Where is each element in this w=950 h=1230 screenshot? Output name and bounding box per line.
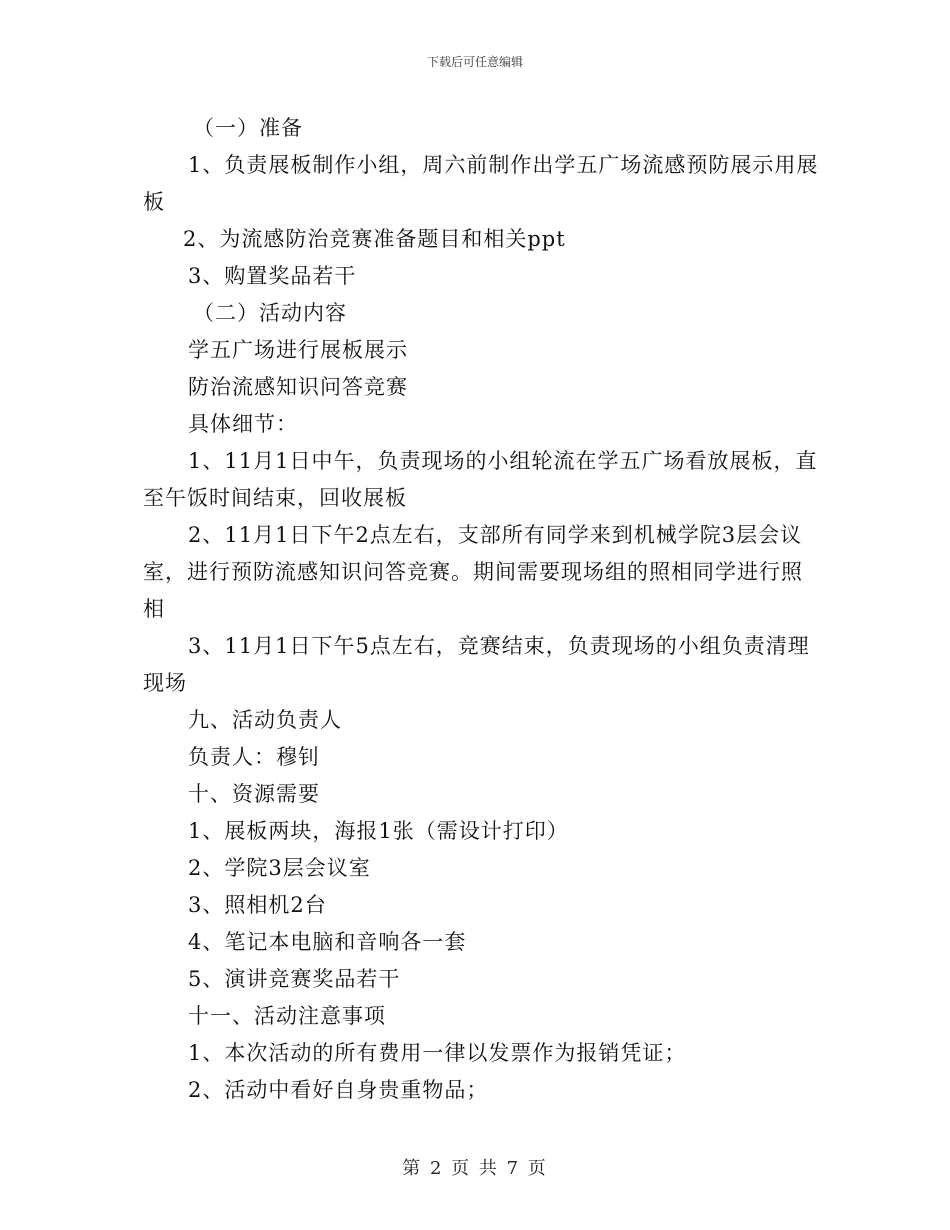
page-number-footer: 第 2 页 共 7 页	[402, 1158, 548, 1179]
paragraph-line: 3、11月1日下午5点左右，竞赛结束，负责现场的小组负责清理	[188, 634, 810, 658]
paragraph-line: 防治流感知识问答竞赛	[188, 375, 408, 399]
paragraph-line: 4、笔记本电脑和音响各一套	[188, 930, 467, 954]
paragraph-line: 1、展板两块，海报1张（需设计打印）	[188, 819, 569, 843]
paragraph-line: 1、11月1日中午，负责现场的小组轮流在学五广场看放展板，直	[188, 449, 818, 473]
paragraph-line: 现场	[143, 671, 187, 695]
paragraph-line: 室，进行预防流感知识问答竞赛。期间需要现场组的照相同学进行照	[143, 560, 803, 584]
paragraph-line: 负责人：穆钊	[188, 745, 320, 769]
paragraph-line: 1、本次活动的所有费用一律以发票作为报销凭证；	[188, 1041, 687, 1065]
paragraph-line: 至午饭时间结束，回收展板	[143, 486, 407, 510]
paragraph-line: 板	[143, 190, 165, 214]
paragraph-line: 2、活动中看好自身贵重物品；	[188, 1078, 489, 1102]
paragraph-line: 相	[143, 597, 165, 621]
paragraph-line: 2、为流感防治竞赛准备题目和相关ppt	[183, 227, 566, 251]
paragraph-line: 1、负责展板制作小组，周六前制作出学五广场流感预防展示用展	[188, 153, 819, 177]
section-heading-content: （二）活动内容	[193, 301, 347, 325]
page-header: 下载后可任意编辑	[426, 55, 523, 69]
section-heading-preparation: （一）准备	[193, 116, 303, 140]
paragraph-line: 学五广场进行展板展示	[188, 338, 408, 362]
paragraph-line: 3、照相机2台	[188, 893, 327, 917]
paragraph-line: 2、11月1日下午2点左右，支部所有同学来到机械学院3层会议	[188, 523, 803, 547]
section-heading-notes: 十一、活动注意事项	[188, 1004, 386, 1028]
section-heading-responsible: 九、活动负责人	[188, 708, 342, 732]
paragraph-line: 具体细节：	[188, 412, 298, 436]
paragraph-line: 5、演讲竞赛奖品若干	[188, 967, 401, 991]
document-body	[143, 110, 819, 1109]
paragraph-line: 3、购置奖品若干	[188, 264, 357, 288]
paragraph-line: 2、学院3层会议室	[188, 856, 371, 880]
section-heading-resources: 十、资源需要	[188, 782, 320, 806]
